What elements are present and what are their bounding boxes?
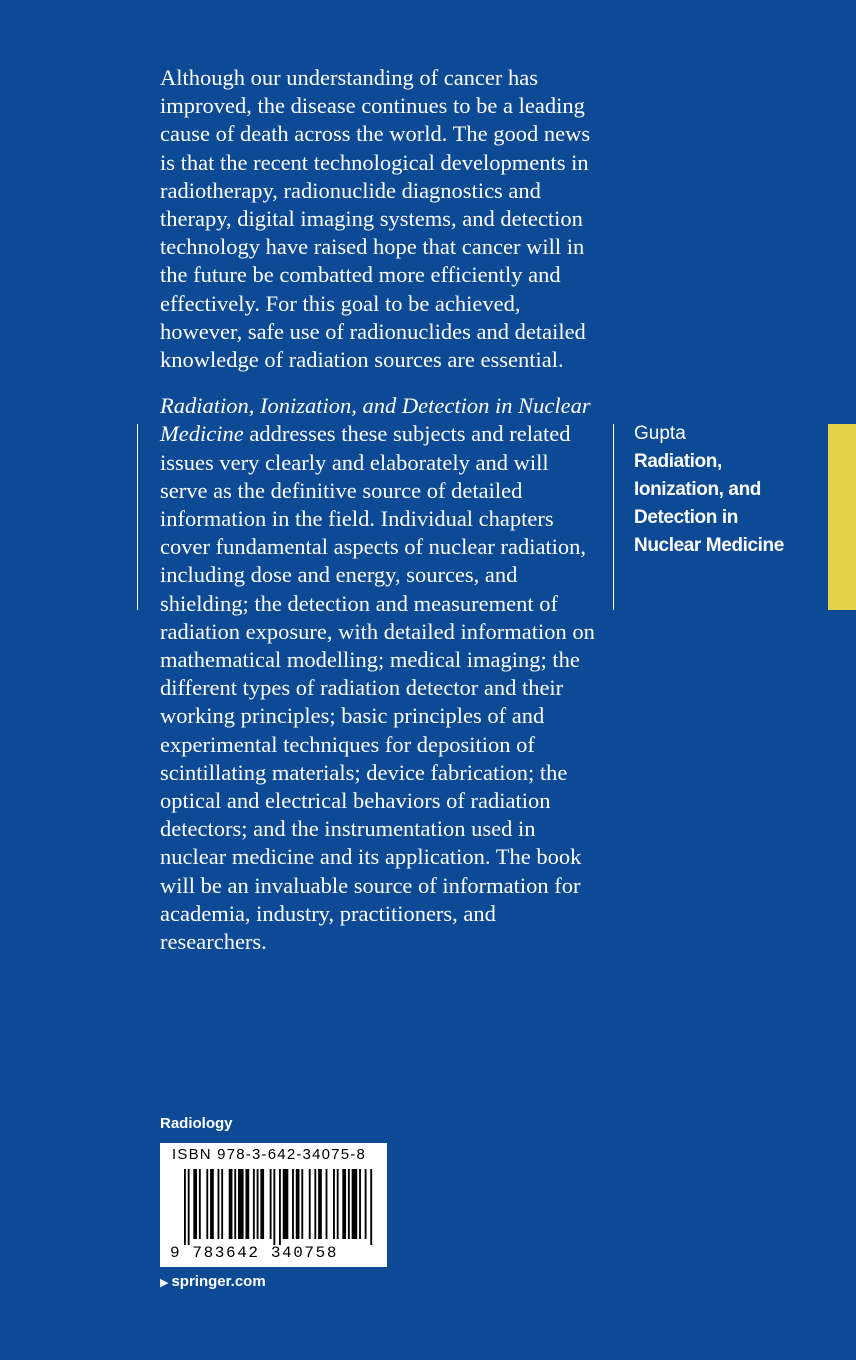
book-title [634, 448, 824, 560]
right-divider-rule [613, 424, 614, 610]
publisher-url: springer.com [171, 1273, 266, 1290]
barcode-bar [270, 1169, 272, 1239]
publisher-link[interactable] [160, 1273, 266, 1290]
barcode-bar [221, 1169, 223, 1239]
blurb-paragraph-2 [160, 392, 600, 956]
barcode-bars [184, 1169, 374, 1245]
barcode-bar [337, 1169, 339, 1239]
barcode-bar [318, 1169, 322, 1239]
barcode-bar [292, 1169, 294, 1239]
barcode-bar [188, 1169, 190, 1245]
book-title-line: Nuclear Medicine [634, 535, 784, 556]
book-title-line: Detection in [634, 507, 738, 528]
barcode-bar [301, 1169, 303, 1239]
barcode-bar [245, 1169, 249, 1239]
arrow-right-icon: ▶ [160, 1277, 169, 1289]
barcode-bar [273, 1169, 275, 1245]
subject-category: Radiology [160, 1115, 233, 1132]
barcode-bar [229, 1169, 233, 1239]
barcode-bar [296, 1169, 300, 1239]
barcode-digits: 9 783642 340758 [170, 1244, 339, 1262]
author-name: Gupta [634, 423, 686, 444]
left-divider-rule [137, 424, 138, 610]
barcode-bar [348, 1169, 350, 1239]
barcode-bar [193, 1169, 197, 1239]
barcode-bar [210, 1169, 214, 1239]
barcode-bar [333, 1169, 335, 1239]
yellow-accent-tab [828, 424, 856, 610]
barcode-bar [326, 1169, 328, 1239]
blurb-book-title: Radiation, Ionization, and Detection in Nuclear Medicine [160, 393, 591, 447]
barcode-bar [365, 1169, 367, 1239]
book-title-line: Radiation, [634, 451, 722, 472]
barcode-bar [199, 1169, 201, 1239]
side-title-block [634, 420, 824, 560]
barcode-bar [234, 1169, 236, 1239]
isbn-label: ISBN 978-3-642-34075-8 [172, 1146, 367, 1163]
barcode-bar [352, 1169, 358, 1239]
barcode-bar [342, 1169, 346, 1239]
barcode-bar [314, 1169, 316, 1239]
barcode-bar [309, 1169, 311, 1239]
blurb-paragraph-1: Although our understanding of cancer has improved, the disease continues to be a leading cause of death across the world. The good news is that the recent technological developments in radiotherapy, radionuclide diagnostics and therapy, digital imaging systems, and detection technology have raised hope that cancer will in the future be combatted more efficiently and effectively. For this goal to be achieved, however, safe use of radionuclides and detailed knowledge of radiation sources are essential. [160, 65, 591, 373]
isbn-barcode [160, 1143, 387, 1267]
barcode-bar [279, 1169, 281, 1245]
barcode-bar [218, 1169, 220, 1239]
barcode-bar [260, 1169, 264, 1239]
blurb-text [160, 64, 600, 956]
barcode-bar [370, 1169, 372, 1245]
blurb-paragraph-2-body: addresses these subjects and related issues very clearly and elaborately and will serve as the definitive source of detailed information in the field. Individual chapters cover fundamental aspects of nuclear radiation, including dose and energy, sources, and shielding; the detection and measurement of radiation exposure, with detailed information on mathematical modelling; medical imaging; the different types of radiation detector and their working principles; basic principles of and experimental techniques for deposition of scintillating materials; device fabrication; the optical and electrical behaviors of radiation detectors; and the instrumentation used in nuclear medicine and its application. The book will be an invaluable source of information for academia, industry, practitioners, and researchers. [160, 421, 595, 955]
book-title-line: Ionization, and [634, 479, 761, 500]
barcode-bar [184, 1169, 186, 1245]
barcode-bar [253, 1169, 255, 1239]
barcode-bar [257, 1169, 259, 1239]
barcode-bar [206, 1169, 208, 1239]
barcode-bar [359, 1169, 361, 1239]
barcode-bar [283, 1169, 289, 1239]
barcode-bar [238, 1169, 244, 1239]
